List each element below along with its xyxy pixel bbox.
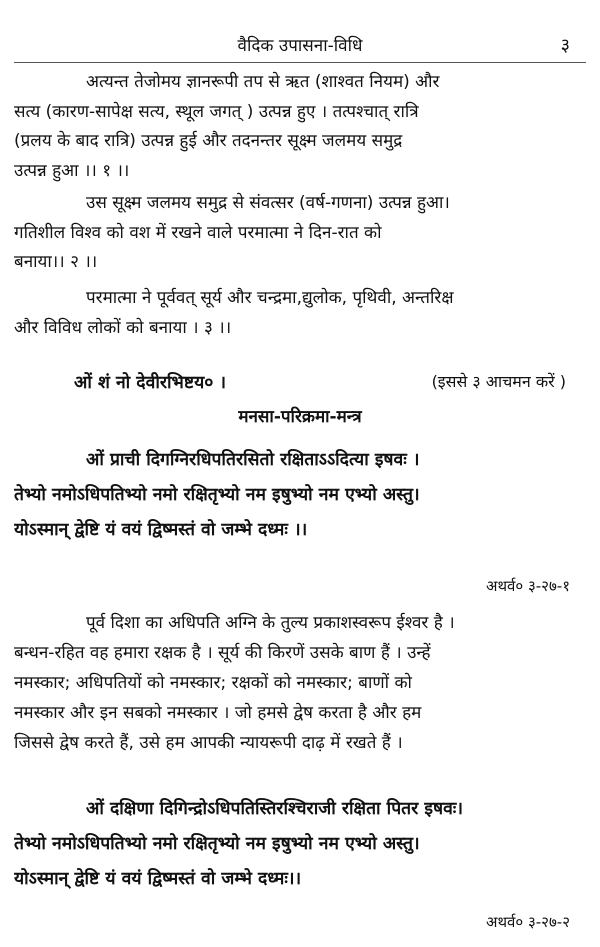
paragraph-line: जिससे द्वेष करते हैं, उसे हम आपकी न्यायरूपी दाढ़ में रखते हैं । bbox=[14, 733, 403, 753]
paragraph-line: अत्यन्त तेजोमय ज्ञानरूपी तप से ऋत (शाश्वत नियम) और bbox=[86, 72, 440, 92]
paragraph-4 bbox=[14, 608, 586, 758]
paragraph-1 bbox=[14, 68, 586, 186]
paragraph-line: उत्पन्न हुआ ।। १ ।। bbox=[14, 160, 130, 181]
mantra-line: तेभ्यो नमोऽधिपतिभ्यो नमो रक्षितृभ्यो नम इषुभ्यो नम एभ्यो अस्तु। bbox=[14, 485, 420, 505]
paragraph-line: बनाया।। २ ।। bbox=[14, 252, 98, 272]
paragraph-line: परमात्मा ने पूर्ववत् सूर्य और चन्द्रमा,द्युलोक, पृथिवी, अन्तरिक्ष bbox=[86, 288, 454, 308]
paragraph-2 bbox=[14, 189, 586, 278]
mantra-1 bbox=[14, 443, 586, 548]
paragraph-line: गतिशील विश्व को वश में रखने वाले परमात्मा ने दिन-रात को bbox=[14, 222, 382, 243]
mantra-line: ओं प्राची दिगग्निरधिपतिरसितो रक्षिताऽऽदित्या इषवः । bbox=[86, 450, 420, 470]
reference-1: अथर्व० ३-२७-१ bbox=[486, 577, 570, 595]
paragraph-line: पूर्व दिशा का अधिपति अग्नि के तुल्य प्रकाशस्वरूप ईश्वर है । bbox=[86, 613, 455, 633]
paragraph-line: और विविध लोकों को बनाया । ३ ।। bbox=[14, 317, 232, 338]
reference-2: अथर्व० ३-२७-२ bbox=[486, 913, 570, 931]
mantra-line: तेभ्यो नमोऽधिपतिभ्यो नमो रक्षितृभ्यो नम इषुभ्यो नम एभ्यो अस्तु। bbox=[14, 834, 420, 854]
paragraph-line: उस सूक्ष्म जलमय समुद्र से संवत्सर (वर्ष-गणना) उत्पन्न हुआ। bbox=[86, 193, 450, 213]
mantra-line: योऽस्मान् द्वेष्टि यं वयं द्विष्मस्तं वो जम्भे दध्मः ।। bbox=[14, 520, 308, 540]
paragraph-line: (प्रलय के बाद रात्रि) उत्पन्न हुई और तदनन्तर सूक्ष्म जलमय समुद्र bbox=[14, 131, 403, 151]
mantra-line: योऽस्मान् द्वेष्टि यं वयं द्विष्मस्तं वो जम्भे दध्मः।। bbox=[14, 869, 302, 889]
achaman-row bbox=[14, 370, 586, 400]
page-number: ३ bbox=[560, 35, 570, 56]
header-title: वैदिक उपासना-विधि bbox=[237, 36, 363, 56]
running-header bbox=[0, 33, 600, 57]
mantra-line: ओं दक्षिणा दिगिन्द्रोऽधिपतिस्तिरश्चिराजी रक्षिता पितर इषवः। bbox=[86, 799, 463, 819]
header-rule bbox=[14, 62, 586, 63]
section-title: मनसा-परिक्रमा-मन्त्र bbox=[238, 407, 362, 427]
achaman-mantra: ओं शं नो देवीरभिष्टय० । bbox=[74, 373, 227, 393]
paragraph-3 bbox=[14, 284, 586, 343]
mantra-2 bbox=[14, 792, 586, 897]
paragraph-line: नमस्कार; अधिपतियों को नमस्कार; रक्षकों को नमस्कार; बाणों को bbox=[14, 673, 412, 693]
paragraph-line: बन्धन-रहित वह हमारा रक्षक है । सूर्य की किरणें उसके बाण हैं । उन्हें bbox=[14, 643, 431, 663]
paragraph-line: सत्य (कारण-सापेक्ष सत्य, स्थूल जगत् ) उत्पन्न हुए । तत्पश्चात् रात्रि bbox=[14, 101, 419, 122]
paragraph-line: नमस्कार और इन सबको नमस्कार । जो हमसे द्वेष करता है और हम bbox=[14, 703, 422, 723]
achaman-note: (इससे ३ आचमन करें ) bbox=[431, 372, 566, 391]
